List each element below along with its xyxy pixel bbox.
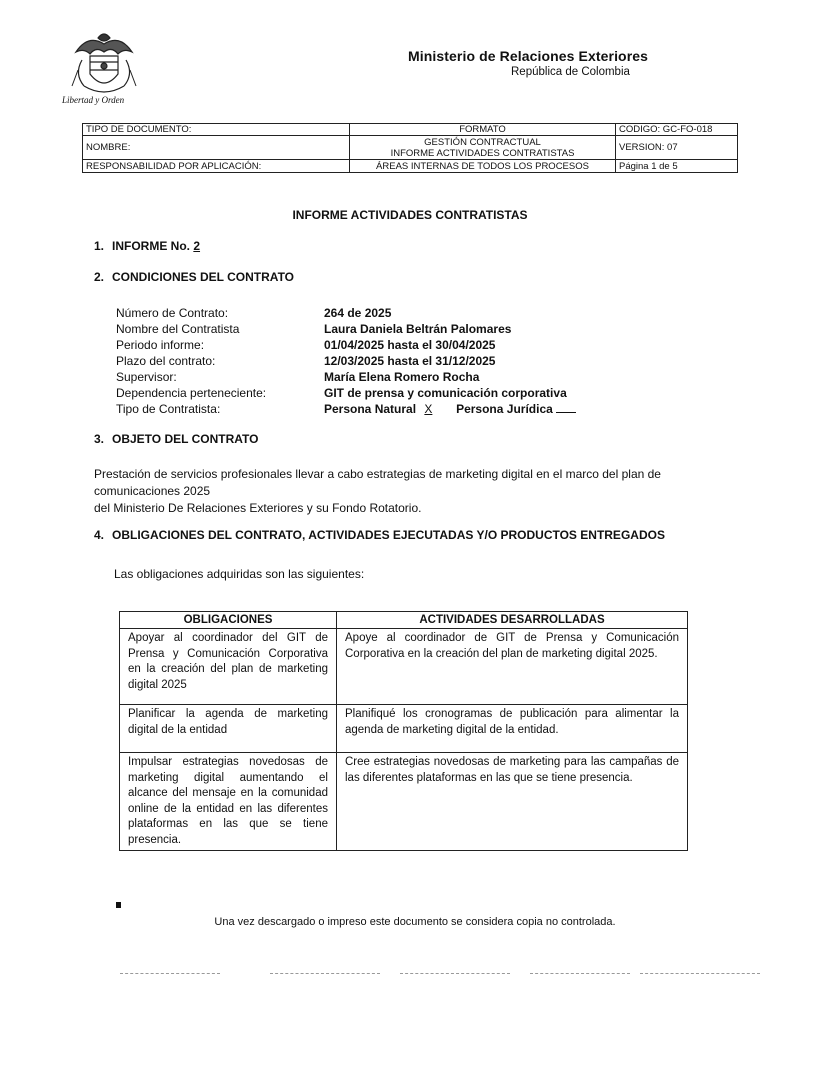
republic-name: República de Colombia bbox=[511, 66, 630, 78]
section-1-label: INFORME No. bbox=[112, 239, 190, 253]
field-label: Plazo del contrato: bbox=[116, 354, 216, 368]
tipo-label: TIPO DE DOCUMENTO: bbox=[83, 124, 350, 136]
persona-juridica-blank bbox=[556, 402, 576, 413]
field-value: Laura Daniela Beltrán Palomares bbox=[324, 322, 512, 336]
objeto-line-2: del Ministerio De Relaciones Exteriores y su Fondo Rotatorio. bbox=[94, 501, 422, 515]
field-label: Número de Contrato: bbox=[116, 306, 229, 320]
column-header-actividades: ACTIVIDADES DESARROLLADAS bbox=[337, 612, 688, 629]
persona-juridica-label: Persona Jurídica bbox=[456, 402, 553, 416]
objeto-text bbox=[94, 466, 744, 517]
scan-artifact-line bbox=[640, 973, 760, 974]
section-3-label: OBJETO DEL CONTRATO bbox=[112, 432, 259, 446]
responsabilidad-value: ÁREAS INTERNAS DE TODOS LOS PROCESOS bbox=[350, 160, 616, 173]
ministry-name: Ministerio de Relaciones Exteriores bbox=[408, 48, 649, 64]
persona-natural-label: Persona Natural bbox=[324, 402, 417, 416]
scan-artifact-line bbox=[400, 973, 510, 974]
obligacion-cell: Apoyar al coordinador del GIT de Prensa y Comunicación Corporativa en la creación del plan de marketing digital 2025 bbox=[120, 629, 337, 705]
field-label: Periodo informe: bbox=[116, 338, 205, 352]
table-row bbox=[120, 629, 688, 705]
section-2-heading bbox=[94, 270, 294, 284]
tipo-value: FORMATO bbox=[350, 124, 616, 136]
section-4-number: 4. bbox=[94, 528, 105, 542]
section-3-number: 3. bbox=[94, 432, 105, 446]
field-value: María Elena Romero Rocha bbox=[324, 370, 480, 384]
field-value: 12/03/2025 hasta el 31/12/2025 bbox=[324, 354, 496, 368]
field-label: Nombre del Contratista bbox=[116, 322, 240, 336]
section-3-heading bbox=[94, 432, 258, 446]
section-2-number: 2. bbox=[94, 270, 105, 284]
objeto-line-1: Prestación de servicios profesionales llevar a cabo estrategias de marketing digital en el marco del plan de comunicaciones 2025 bbox=[94, 467, 661, 498]
scan-artifact-line bbox=[120, 973, 220, 974]
obligacion-cell: Impulsar estrategias novedosas de marketing digital aumentando el alcance del mensaje en la comunidad online de la entidad en las diferentes plataformas en las que se tiene presencia. bbox=[120, 753, 337, 851]
field-label: Dependencia perteneciente: bbox=[116, 386, 267, 400]
field-label: Supervisor: bbox=[116, 370, 177, 384]
nombre-value bbox=[350, 136, 616, 160]
responsabilidad-label: RESPONSABILIDAD POR APLICACIÓN: bbox=[83, 160, 350, 173]
column-header-obligaciones: OBLIGACIONES bbox=[120, 612, 337, 629]
version: VERSION: 07 bbox=[616, 136, 738, 160]
scan-artifact-line bbox=[530, 973, 630, 974]
section-1-heading bbox=[94, 239, 200, 253]
field-value: GIT de prensa y comunicación corporativa bbox=[324, 386, 567, 400]
actividad-cell: Planifiqué los cronogramas de publicación para alimentar la agenda de marketing digital de la entidad. bbox=[337, 705, 688, 753]
seal-motto: Libertad y Orden bbox=[62, 95, 125, 105]
actividad-cell: Cree estrategias novedosas de marketing para las campañas de las diferentes plataformas en las que se tiene presencia. bbox=[337, 753, 688, 851]
scan-mark bbox=[116, 902, 121, 908]
obligaciones-intro: Las obligaciones adquiridas son las siguientes: bbox=[114, 567, 365, 581]
section-1-number: 1. bbox=[94, 239, 105, 253]
obligacion-cell: Planificar la agenda de marketing digital de la entidad bbox=[120, 705, 337, 753]
tipo-contratista-value bbox=[324, 402, 576, 416]
section-4-heading bbox=[94, 528, 665, 542]
scan-artifact-line bbox=[270, 973, 380, 974]
table-row bbox=[120, 753, 688, 851]
persona-natural-checkmark: X bbox=[424, 402, 433, 416]
section-2-label: CONDICIONES DEL CONTRATO bbox=[112, 270, 295, 284]
nombre-line2: INFORME ACTIVIDADES CONTRATISTAS bbox=[390, 147, 575, 159]
table-row bbox=[120, 705, 688, 753]
document-title: INFORME ACTIVIDADES CONTRATISTAS bbox=[292, 208, 528, 222]
actividad-cell: Apoye al coordinador de GIT de Prensa y Comunicación Corporativa en la creación del plan de marketing digital 2025. bbox=[337, 629, 688, 705]
obligaciones-table bbox=[119, 611, 688, 851]
pagina: Página 1 de 5 bbox=[616, 160, 738, 173]
tipo-contratista-label: Tipo de Contratista: bbox=[116, 402, 221, 416]
section-4-label: OBLIGACIONES DEL CONTRATO, ACTIVIDADES EJECUTADAS Y/O PRODUCTOS ENTREGADOS bbox=[112, 528, 665, 542]
field-value: 264 de 2025 bbox=[324, 306, 392, 320]
footer-note: Una vez descargado o impreso este documento se considera copia no controlada. bbox=[214, 916, 616, 928]
nombre-line1: GESTIÓN CONTRACTUAL bbox=[424, 136, 541, 148]
codigo: CODIGO: GC-FO-018 bbox=[616, 124, 738, 136]
document-info-table bbox=[82, 123, 738, 173]
informe-number: 2 bbox=[193, 239, 201, 253]
nombre-label: NOMBRE: bbox=[83, 136, 350, 160]
field-value: 01/04/2025 hasta el 30/04/2025 bbox=[324, 338, 496, 352]
